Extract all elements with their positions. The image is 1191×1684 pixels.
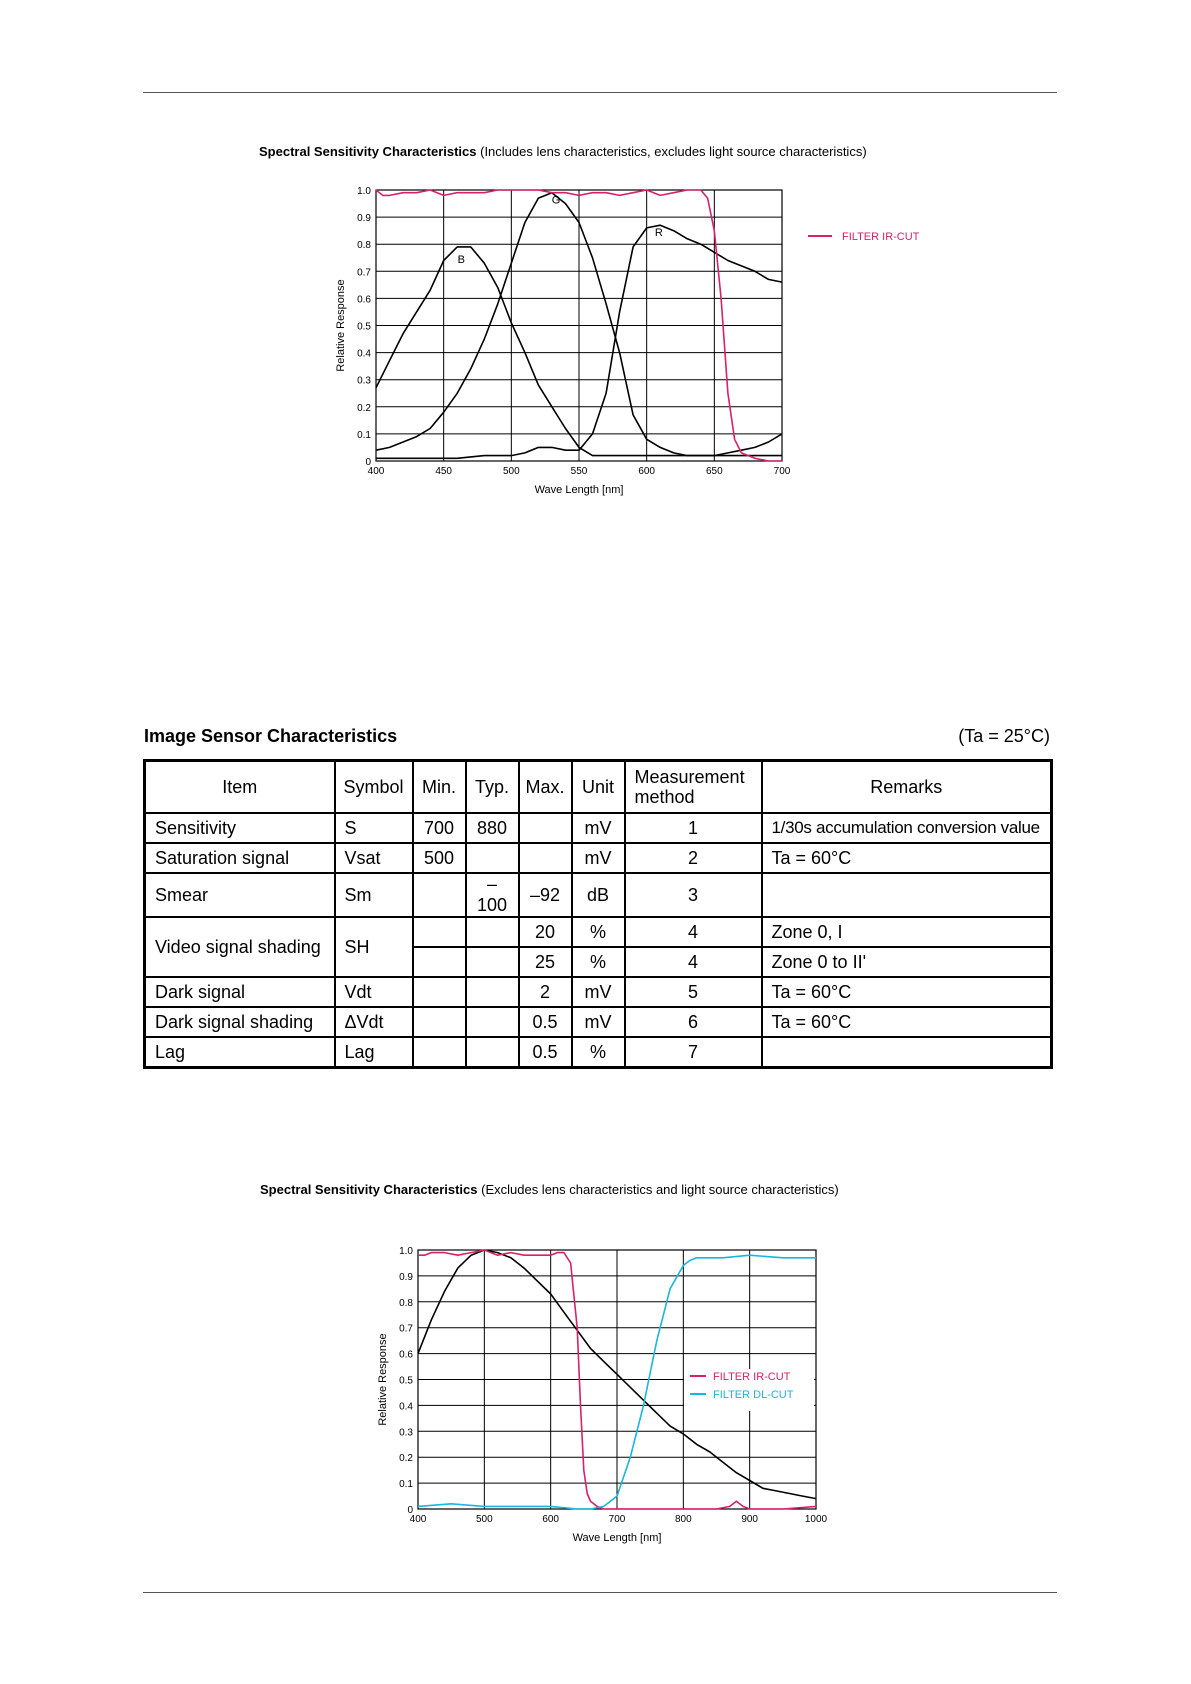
y-tick-label: 0.8 xyxy=(399,1297,413,1309)
cell-item: Dark signal xyxy=(145,977,335,1007)
table-row xyxy=(145,843,1052,873)
table-row xyxy=(145,917,1052,947)
cell-max: 0.5 xyxy=(519,1037,572,1068)
x-tick-label: 1000 xyxy=(804,1514,828,1525)
cell-remarks: Ta = 60°C xyxy=(762,1007,1052,1037)
cell-symbol: SH xyxy=(335,917,413,977)
y-tick-label: 0.9 xyxy=(357,213,371,225)
header-typ: Typ. xyxy=(466,761,519,814)
x-tick-label: 500 xyxy=(502,466,520,477)
cell-typ xyxy=(466,843,519,873)
header-max: Max. xyxy=(519,761,572,814)
cell-item: Lag xyxy=(145,1037,335,1068)
footer-rule xyxy=(143,1592,1057,1593)
curve-label-g: G xyxy=(551,194,561,207)
cell-method: 3 xyxy=(625,873,762,917)
header-symbol: Symbol xyxy=(335,761,413,814)
y-tick-label: 0.3 xyxy=(357,375,371,387)
chart2-caption-rest: (Excludes lens characteristics and light source characteristics) xyxy=(477,1182,839,1197)
header-min: Min. xyxy=(413,761,466,814)
cell-remarks: 1/30s accumulation conversion value xyxy=(762,813,1052,843)
cell-min: 500 xyxy=(413,843,466,873)
x-axis-label: Wave Length [nm] xyxy=(572,1532,662,1544)
cell-unit: mV xyxy=(572,977,625,1007)
y-tick-label: 0.8 xyxy=(357,240,371,252)
cell-max: 2 xyxy=(519,977,572,1007)
y-tick-label: 0 xyxy=(365,457,371,468)
cell-max: 25 xyxy=(519,947,572,977)
x-tick-label: 500 xyxy=(475,1514,493,1525)
spectral-chart-no-lens xyxy=(360,1235,880,1555)
cell-symbol: Vdt xyxy=(335,977,413,1007)
header-unit: Unit xyxy=(572,761,625,814)
table-row xyxy=(145,1007,1052,1037)
cell-max: 0.5 xyxy=(519,1007,572,1037)
y-tick-label: 0.2 xyxy=(357,402,371,414)
cell-unit: mV xyxy=(572,1007,625,1037)
cell-min xyxy=(413,977,466,1007)
cell-remarks xyxy=(762,1037,1052,1068)
cell-min: 700 xyxy=(413,813,466,843)
table-title: Image Sensor Characteristics xyxy=(144,726,398,746)
y-tick-label: 0.5 xyxy=(399,1375,413,1387)
y-tick-label: 0.5 xyxy=(357,321,371,333)
header-item: Item xyxy=(145,761,335,814)
cell-method: 1 xyxy=(625,813,762,843)
cell-min xyxy=(413,917,466,947)
cell-unit: mV xyxy=(572,843,625,873)
cell-max xyxy=(519,813,572,843)
cell-min xyxy=(413,1007,466,1037)
chart1-caption xyxy=(259,144,867,159)
y-tick-label: 0.3 xyxy=(399,1427,413,1439)
y-tick-label: 1.0 xyxy=(399,1246,413,1257)
table-condition: (Ta = 25°C) xyxy=(958,726,1050,746)
cell-method: 7 xyxy=(625,1037,762,1068)
x-tick-label: 550 xyxy=(570,466,588,477)
y-tick-label: 1.0 xyxy=(357,186,371,197)
x-tick-label: 900 xyxy=(741,1514,759,1525)
cell-item: Sensitivity xyxy=(145,813,335,843)
table-row xyxy=(145,813,1052,843)
chart2-caption xyxy=(260,1182,839,1197)
y-axis-label: Relative Response xyxy=(335,279,347,372)
cell-method: 2 xyxy=(625,843,762,873)
curve-label-b: B xyxy=(457,254,465,267)
cell-method: 4 xyxy=(625,947,762,977)
cell-max xyxy=(519,843,572,873)
cell-unit: mV xyxy=(572,813,625,843)
cell-symbol: Vsat xyxy=(335,843,413,873)
cell-item: Dark signal shading xyxy=(145,1007,335,1037)
legend-label-ir-cut: FILTER IR-CUT xyxy=(842,231,920,243)
cell-method: 5 xyxy=(625,977,762,1007)
chart1-caption-rest: (Includes lens characteristics, excludes light source characteristics) xyxy=(476,144,867,159)
cell-symbol: S xyxy=(335,813,413,843)
table-header-row xyxy=(145,761,1052,814)
cell-typ xyxy=(466,917,519,947)
cell-remarks: Ta = 60°C xyxy=(762,843,1052,873)
cell-unit: dB xyxy=(572,873,625,917)
x-tick-label: 600 xyxy=(638,466,656,477)
cell-unit: % xyxy=(572,947,625,977)
y-tick-label: 0.6 xyxy=(399,1349,413,1361)
cell-typ xyxy=(466,947,519,977)
spectral-chart-lens xyxy=(320,180,960,510)
legend-label-ir-cut: FILTER IR-CUT xyxy=(713,1371,791,1383)
cell-remarks: Ta = 60°C xyxy=(762,977,1052,1007)
legend-label-dl-cut: FILTER DL-CUT xyxy=(713,1389,794,1401)
header-remarks: Remarks xyxy=(762,761,1052,814)
y-tick-label: 0.2 xyxy=(399,1453,413,1465)
cell-item: Smear xyxy=(145,873,335,917)
x-tick-label: 700 xyxy=(608,1514,626,1525)
table-row xyxy=(145,1037,1052,1068)
cell-typ: 880 xyxy=(466,813,519,843)
y-axis-label: Relative Response xyxy=(377,1333,389,1426)
x-tick-label: 400 xyxy=(409,1514,427,1525)
cell-remarks: Zone 0 to II' xyxy=(762,947,1052,977)
y-tick-label: 0.1 xyxy=(357,429,371,441)
y-tick-label: 0.4 xyxy=(399,1401,413,1413)
cell-symbol: Lag xyxy=(335,1037,413,1068)
cell-max: –92 xyxy=(519,873,572,917)
x-tick-label: 450 xyxy=(435,466,453,477)
x-tick-label: 700 xyxy=(773,466,791,477)
header-method: Measurement method xyxy=(625,761,762,814)
cell-unit: % xyxy=(572,917,625,947)
y-tick-label: 0.6 xyxy=(357,294,371,306)
x-tick-label: 800 xyxy=(674,1514,692,1525)
y-tick-label: 0 xyxy=(407,1505,413,1516)
x-axis-label: Wave Length [nm] xyxy=(534,484,624,496)
cell-method: 4 xyxy=(625,917,762,947)
x-tick-label: 650 xyxy=(705,466,723,477)
cell-typ xyxy=(466,1037,519,1068)
cell-symbol: Sm xyxy=(335,873,413,917)
x-tick-label: 600 xyxy=(542,1514,560,1525)
cell-method: 6 xyxy=(625,1007,762,1037)
cell-item: Saturation signal xyxy=(145,843,335,873)
y-tick-label: 0.7 xyxy=(399,1323,413,1335)
table-row xyxy=(145,977,1052,1007)
x-tick-label: 400 xyxy=(367,466,385,477)
cell-symbol: ΔVdt xyxy=(335,1007,413,1037)
header-rule xyxy=(143,92,1057,93)
cell-typ xyxy=(466,977,519,1007)
cell-remarks xyxy=(762,873,1052,917)
image-sensor-table xyxy=(143,759,1053,1069)
y-tick-label: 0.4 xyxy=(357,348,371,360)
chart1-caption-bold: Spectral Sensitivity Characteristics xyxy=(259,144,477,159)
cell-remarks: Zone 0, I xyxy=(762,917,1052,947)
y-tick-label: 0.9 xyxy=(399,1271,413,1283)
cell-typ xyxy=(466,1007,519,1037)
cell-item: Video signal shading xyxy=(145,917,335,977)
curve-label-r: R xyxy=(654,227,663,240)
y-tick-label: 0.7 xyxy=(357,267,371,279)
cell-min xyxy=(413,947,466,977)
cell-max: 20 xyxy=(519,917,572,947)
cell-min xyxy=(413,1037,466,1068)
table-row xyxy=(145,873,1052,917)
chart2-caption-bold: Spectral Sensitivity Characteristics xyxy=(260,1182,478,1197)
cell-typ: –100 xyxy=(466,873,519,917)
y-tick-label: 0.1 xyxy=(399,1479,413,1491)
cell-unit: % xyxy=(572,1037,625,1068)
cell-min xyxy=(413,873,466,917)
